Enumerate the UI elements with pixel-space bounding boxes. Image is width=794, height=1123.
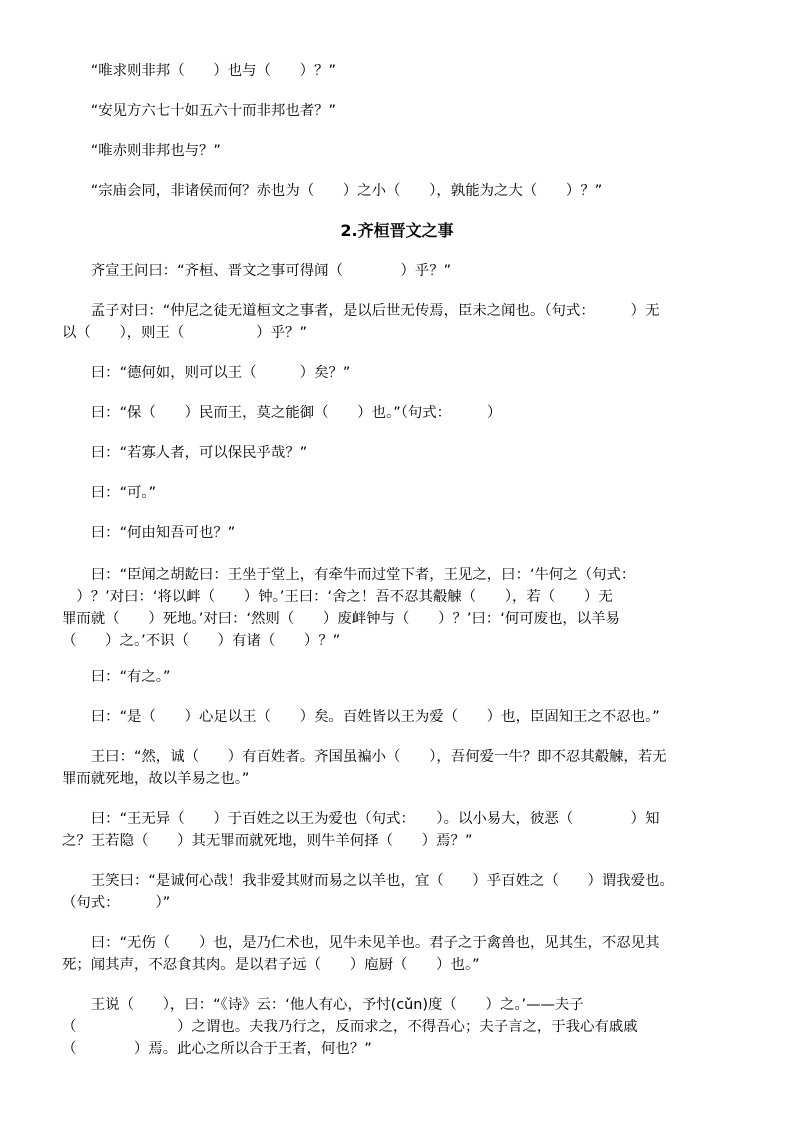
paragraph	[62, 362, 734, 384]
paragraph	[62, 746, 734, 790]
paragraph	[62, 706, 734, 728]
text-line: “唯求则非邦（ ）也与（ ）？”	[62, 63, 336, 79]
text-line: 曰：“保（ ）民而王，莫之能御（ ）也。”（句式： ）	[62, 405, 502, 421]
text-line: （ ）焉。此心之所以合于王者，何也？”	[62, 1041, 372, 1057]
text-line: 王笑曰：“是诚何心哉！我非爱其财而易之以羊也，宜（ ）乎百姓之（ ）谓我爱也。	[62, 873, 674, 889]
text-line: 曰：“何由知吾可也？”	[62, 525, 236, 541]
text-line: （ ）之。’不识（ ）有诸（ ）？”	[62, 633, 341, 649]
text-line: （ ）之谓也。夫我乃行之，反而求之，不得吾心；夫子言之，于我心有戚戚	[62, 1019, 638, 1035]
paragraph	[62, 300, 734, 344]
text-line: “唯赤则非邦也与？”	[62, 143, 221, 159]
text-line: 曰：“德何如，则可以王（ ）矣？”	[62, 365, 351, 381]
paragraph	[62, 140, 734, 162]
text-line: “安见方六七十如五六十而非邦也者？”	[62, 103, 336, 119]
text-line: 齐宣王问曰：“齐桓、晋文之事可得闻（ ）乎？”	[62, 263, 452, 279]
text-line: 曰：“若寡人者，可以保民乎哉？”	[62, 445, 308, 461]
text-line: （句式： ）”	[62, 895, 171, 911]
text-line: 孟子对曰：“仲尼之徒无道桓文之事者，是以后世无传焉，臣未之闻也。（句式： ）无	[62, 303, 660, 319]
paragraph	[62, 932, 734, 976]
paragraph	[62, 442, 734, 464]
paragraph	[62, 482, 734, 504]
paragraph	[62, 564, 734, 652]
paragraph	[62, 260, 734, 282]
paragraph	[62, 100, 734, 122]
text-line: 王说（ ），曰：“《诗》云：‘他人有心，予忖(cǔn)度（ ）之。’——夫子	[62, 997, 584, 1013]
text-line: 曰：“可。”	[62, 485, 157, 501]
paragraph	[62, 808, 734, 852]
paragraph	[62, 60, 734, 82]
paragraph	[62, 870, 734, 914]
paragraph	[62, 522, 734, 544]
section-title: 2.齐桓晋文之事	[340, 221, 454, 240]
text-line: 曰：“无伤（ ）也，是乃仁术也，见牛未见羊也。君子之于禽兽也，见其生，不忍见其	[62, 935, 660, 951]
text-line: ）？’对曰：‘将以衅（ ）钟。’王曰：‘舍之！吾不忍其觳觫（ ），若（ ）无	[62, 589, 613, 605]
text-line: 曰：“有之。”	[62, 669, 171, 685]
text-line: 曰：“臣闻之胡龁曰：王坐于堂上，有牵牛而过堂下者，王见之，曰：‘牛何之（句式：	[62, 567, 636, 583]
paragraph	[62, 402, 734, 424]
text-line: 罪而就（ ）死地。’对曰：‘然则（ ）废衅钟与（ ）？’曰：‘何可废也，以羊易	[62, 611, 620, 627]
text-line: 曰：“是（ ）心足以王（ ）矣。百姓皆以王为爱（ ）也，臣固知王之不忍也。”	[62, 709, 660, 725]
paragraph	[62, 180, 734, 202]
text-line: 死；闻其声，不忍食其肉。是以君子远（ ）庖厨（ ）也。”	[62, 957, 480, 973]
text-line: 以（ ），则王（ ）乎？”	[62, 325, 307, 341]
paragraph	[62, 666, 734, 688]
paragraph	[62, 994, 734, 1060]
text-line: 曰：“王无异（ ）于百姓之以王为爱也（句式： ）。以小易大，彼恶（ ）知	[62, 811, 660, 827]
text-line: “宗庙会同，非诸侯而何？赤也为（ ）之小（ ），孰能为之大（ ）？”	[62, 183, 603, 199]
text-line: 王曰：“然，诚（ ）有百姓者。齐国虽褊小（ ），吾何爱一牛？即不忍其觳觫，若无	[62, 749, 667, 765]
text-line: 罪而就死地，故以羊易之也。”	[62, 771, 250, 787]
text-line: 之？王若隐（ ）其无罪而就死地，则牛羊何择（ ）焉？”	[62, 833, 473, 849]
